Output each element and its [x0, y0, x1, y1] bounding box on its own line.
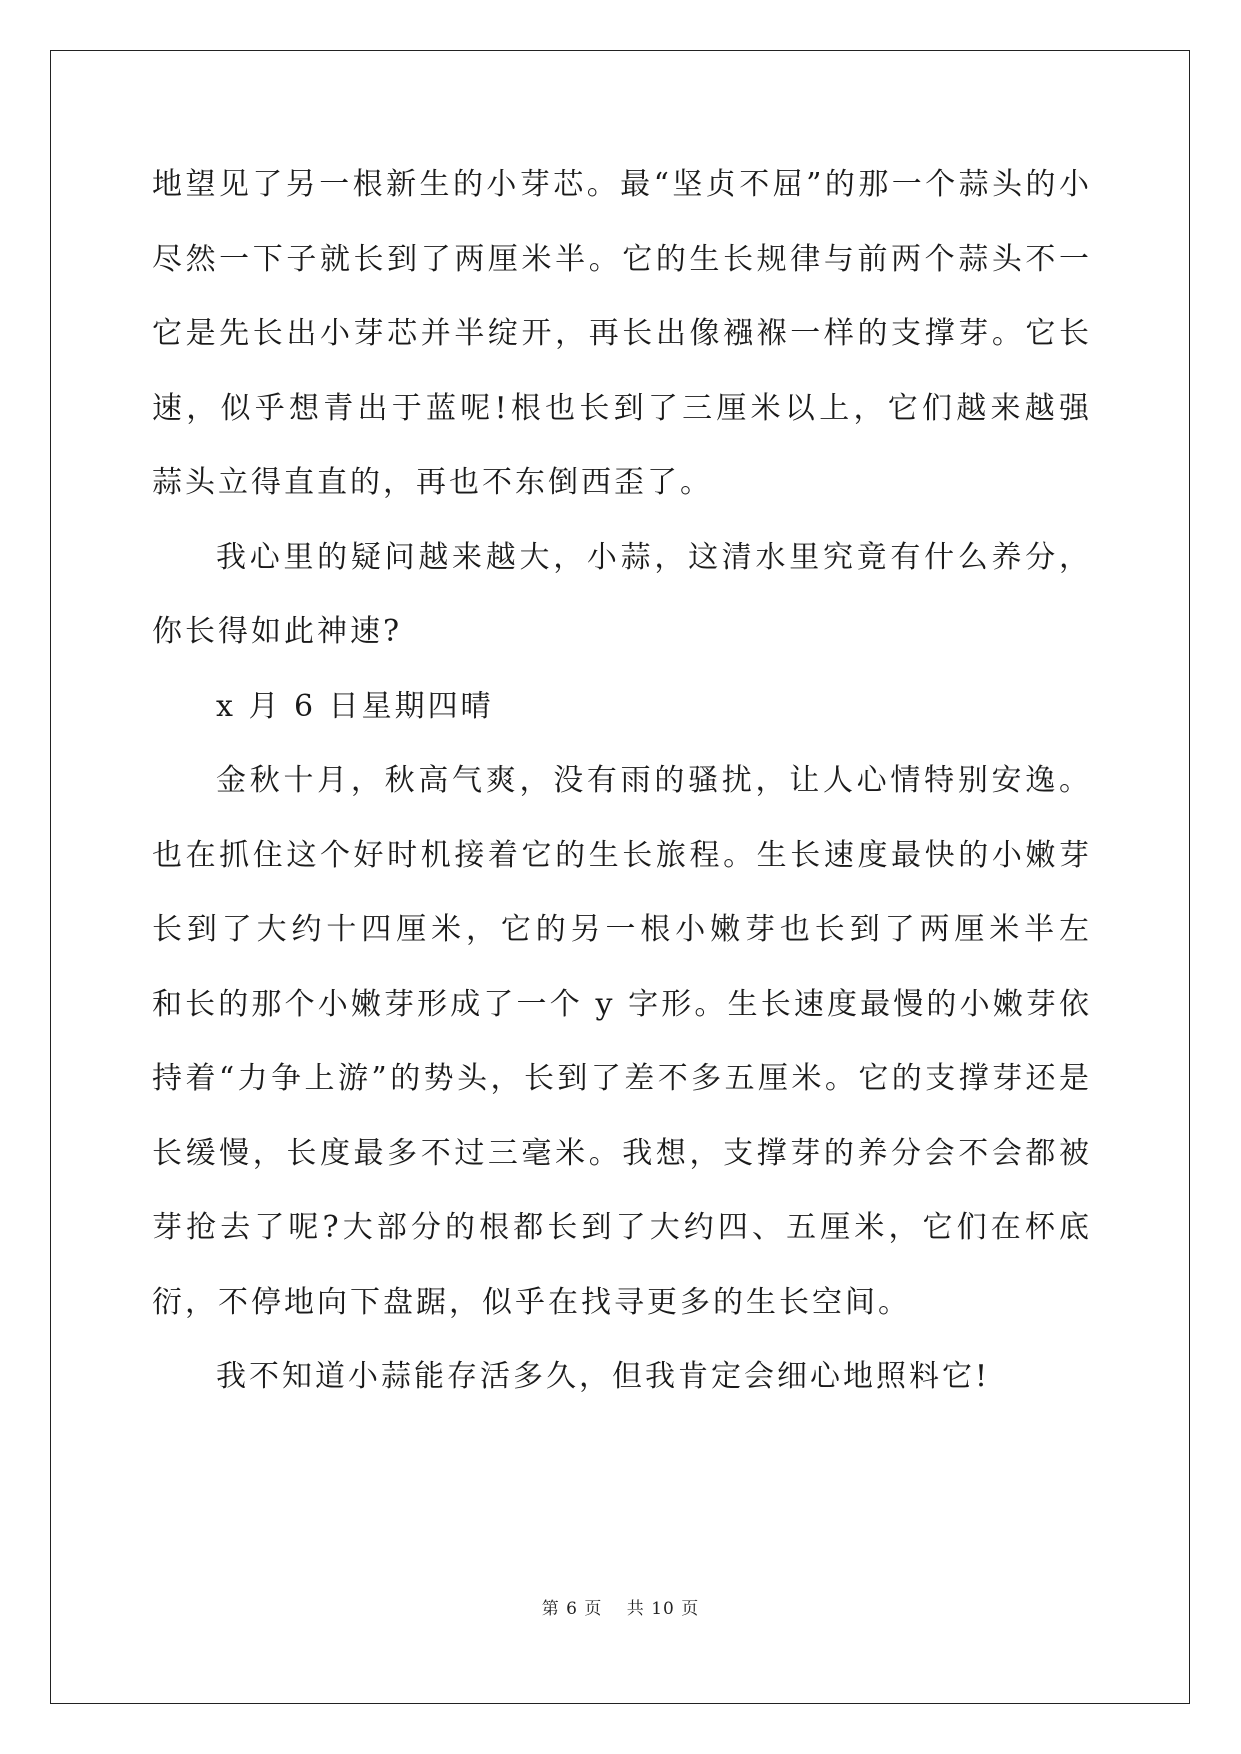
text-line: 它是先长出小芽芯并半绽开，再长出像襁褓一样的支撑芽。它长	[152, 316, 1092, 351]
text-line: 长到了大约十四厘米，它的另一根小嫩芽也长到了两厘米半左	[152, 912, 1092, 947]
text-line: 金秋十月，秋高气爽，没有雨的骚扰，让人心情特别安逸。	[216, 763, 1092, 798]
text-line: 长缓慢，长度最多不过三毫米。我想，支撑芽的养分会不会都被	[152, 1135, 1092, 1171]
text-line: 尽然一下子就长到了两厘米半。它的生长规律与前两个蒜头不一	[152, 241, 1092, 277]
page-number-footer: 第 6 页 共 10 页	[541, 1599, 700, 1619]
text-line: 你长得如此神速?	[152, 614, 403, 649]
document-body	[152, 148, 1092, 1415]
text-line: 衍，不停地向下盘踞，似乎在找寻更多的生长空间。	[152, 1284, 911, 1320]
text-line: x 月 6 日星期四晴	[216, 688, 494, 724]
text-line: 我不知道小蒜能存活多久，但我肯定会细心地照料它!	[216, 1359, 991, 1394]
text-line: 速，似乎想青出于蓝呢!根也长到了三厘米以上，它们越来越强	[152, 390, 1092, 426]
text-line: 我心里的疑问越来越大，小蒜，这清水里究竟有什么养分，	[216, 539, 1092, 575]
text-line: 和长的那个小嫩芽形成了一个 y 字形。生长速度最慢的小嫩芽依	[152, 986, 1092, 1022]
text-line: 地望见了另一根新生的小芽芯。最“坚贞不屈”的那一个蒜头的小	[152, 167, 1092, 202]
text-line: 持着“力争上游”的势头，长到了差不多五厘米。它的支撑芽还是	[152, 1061, 1092, 1096]
text-line: 芽抢去了呢?大部分的根都长到了大约四、五厘米，它们在杯底	[152, 1210, 1092, 1245]
text-line: 也在抓住这个好时机接着它的生长旅程。生长速度最快的小嫩芽	[152, 837, 1092, 873]
text-line: 蒜头立得直直的，再也不东倒西歪了。	[152, 465, 713, 500]
